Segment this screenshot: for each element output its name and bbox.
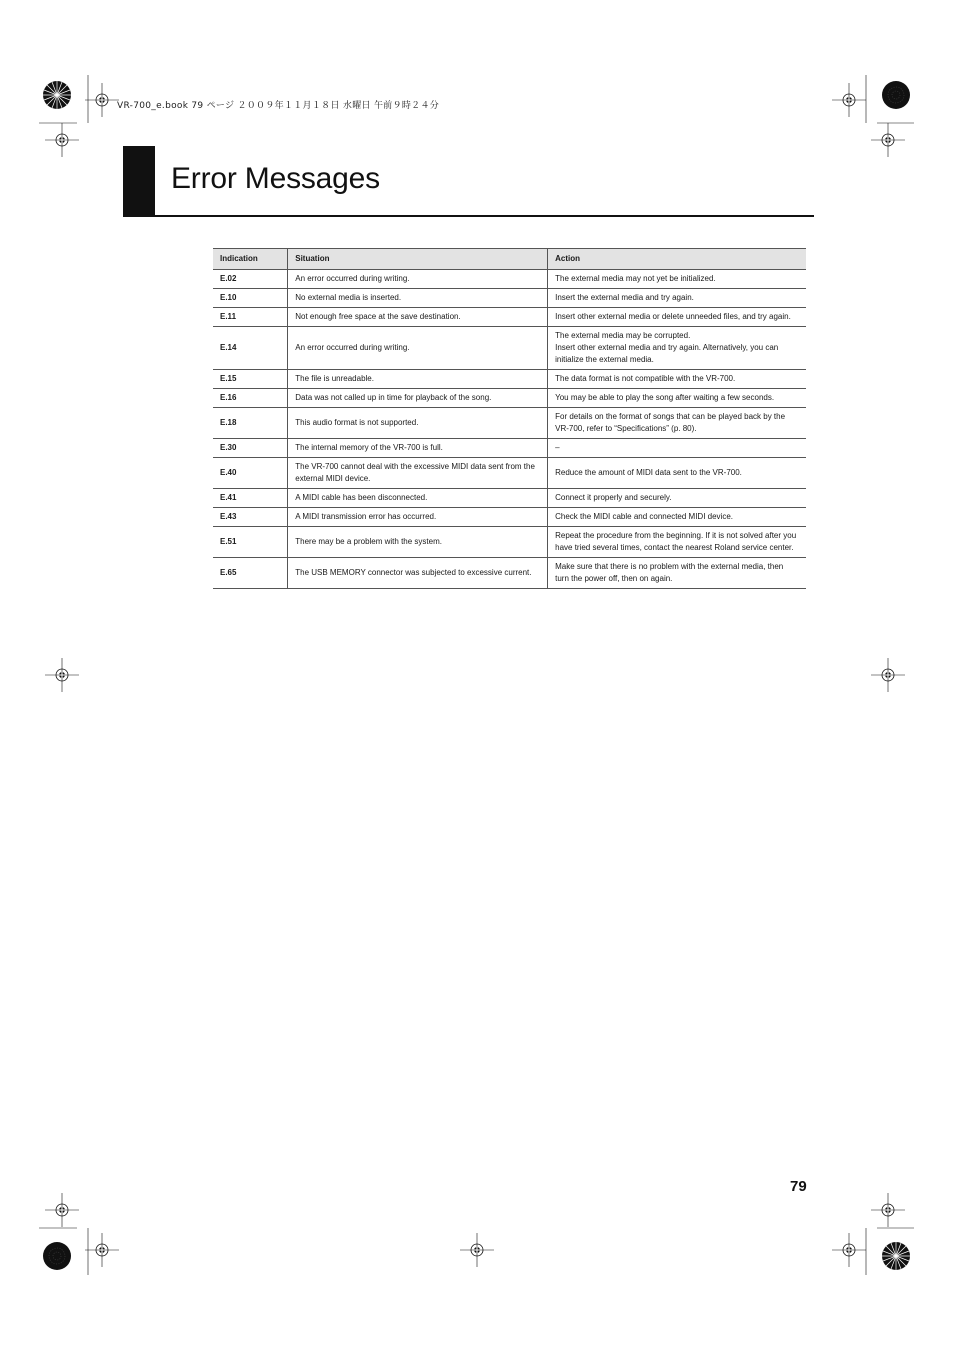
page-title: Error Messages (171, 162, 380, 195)
error-code: E.14 (213, 327, 288, 370)
error-situation: An error occurred during writing. (288, 327, 548, 370)
error-action: Insert other external media or delete unneeded files, and try again. (548, 308, 806, 327)
error-situation: The VR-700 cannot deal with the excessive MIDI data sent from the external MIDI device. (288, 458, 548, 489)
error-situation: This audio format is not supported. (288, 408, 548, 439)
error-action: You may be able to play the song after waiting a few seconds. (548, 389, 806, 408)
table-row (213, 389, 806, 408)
table-row (213, 527, 806, 558)
header-action: Action (548, 249, 806, 270)
page-number: 79 (790, 1178, 807, 1195)
error-situation: A MIDI transmission error has occurred. (288, 508, 548, 527)
error-action: – (548, 439, 806, 458)
error-code: E.43 (213, 508, 288, 527)
header-situation: Situation (288, 249, 548, 270)
error-action: Connect it properly and securely. (548, 489, 806, 508)
table-row (213, 370, 806, 389)
error-situation: The USB MEMORY connector was subjected to excessive current. (288, 558, 548, 589)
table-row (213, 458, 806, 489)
error-action: For details on the format of songs that can be played back by the VR-700, refer to “Specifications” (p. 80). (548, 408, 806, 439)
error-action: The data format is not compatible with the VR-700. (548, 370, 806, 389)
error-situation: Data was not called up in time for playback of the song. (288, 389, 548, 408)
error-code: E.11 (213, 308, 288, 327)
error-situation: An error occurred during writing. (288, 270, 548, 289)
error-code: E.02 (213, 270, 288, 289)
error-code: E.18 (213, 408, 288, 439)
table-row (213, 508, 806, 527)
error-situation: The file is unreadable. (288, 370, 548, 389)
table-row (213, 408, 806, 439)
error-action: Insert the external media and try again. (548, 289, 806, 308)
table-row (213, 289, 806, 308)
error-situation: Not enough free space at the save destination. (288, 308, 548, 327)
table-row (213, 270, 806, 289)
error-code: E.30 (213, 439, 288, 458)
error-action: The external media may be corrupted. Insert other external media and try again. Alternatively, you can initialize the external media. (548, 327, 806, 370)
header-indication: Indication (213, 249, 288, 270)
table-row (213, 489, 806, 508)
error-situation: A MIDI cable has been disconnected. (288, 489, 548, 508)
title-bar-block (123, 146, 155, 216)
error-code: E.41 (213, 489, 288, 508)
table-header-row (213, 249, 806, 270)
error-action: Reduce the amount of MIDI data sent to the VR-700. (548, 458, 806, 489)
error-situation: No external media is inserted. (288, 289, 548, 308)
error-action: The external media may not yet be initialized. (548, 270, 806, 289)
print-header: VR-700_e.book 79 ページ ２００９年１１月１８日 水曜日 午前９時２４分 (117, 101, 440, 111)
error-code: E.51 (213, 527, 288, 558)
error-messages-table (213, 248, 806, 589)
error-code: E.16 (213, 389, 288, 408)
error-code: E.15 (213, 370, 288, 389)
title-underline (123, 215, 814, 217)
error-action: Make sure that there is no problem with the external media, then turn the power off, then on again. (548, 558, 806, 589)
error-action: Repeat the procedure from the beginning. If it is not solved after you have tried several times, contact the nearest Roland service center. (548, 527, 806, 558)
table-row (213, 327, 806, 370)
table-row (213, 558, 806, 589)
error-action: Check the MIDI cable and connected MIDI device. (548, 508, 806, 527)
error-code: E.65 (213, 558, 288, 589)
error-situation: The internal memory of the VR-700 is full. (288, 439, 548, 458)
error-situation: There may be a problem with the system. (288, 527, 548, 558)
table-row (213, 308, 806, 327)
table-row (213, 439, 806, 458)
error-code: E.40 (213, 458, 288, 489)
error-code: E.10 (213, 289, 288, 308)
